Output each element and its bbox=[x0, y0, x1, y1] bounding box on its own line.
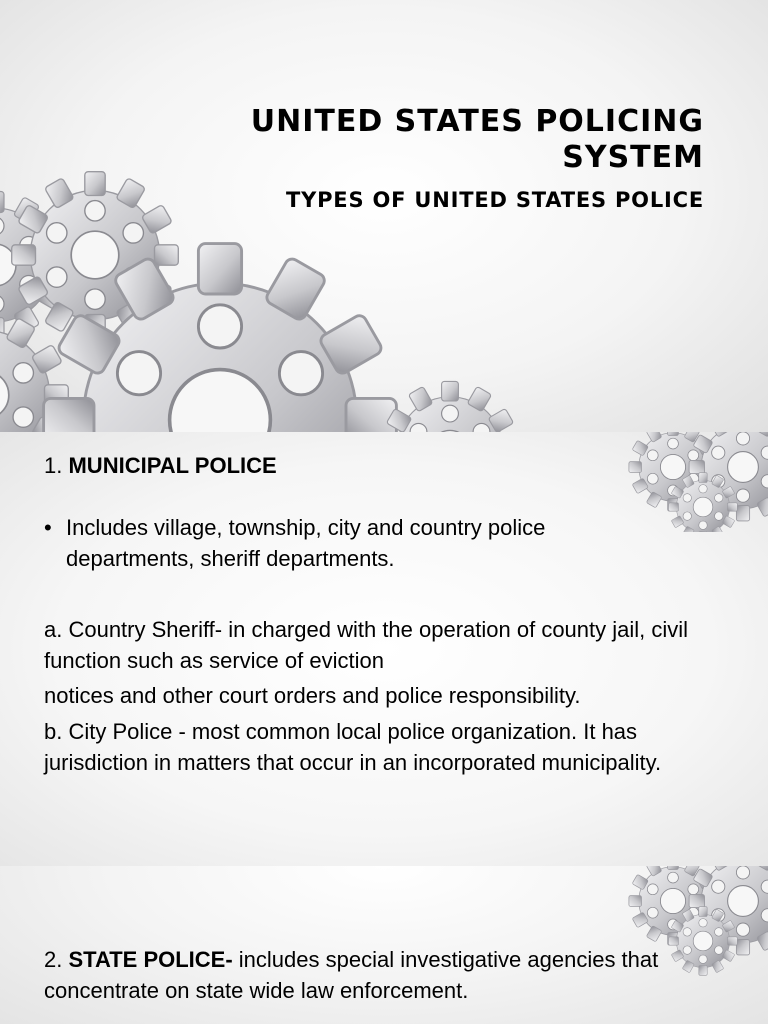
title-slide bbox=[0, 0, 768, 432]
state-police-heading: STATE POLICE- bbox=[68, 947, 233, 972]
section-heading bbox=[44, 450, 277, 481]
paragraph-b: b. City Police - most common local police organization. It has jurisdiction in matters that occur in an incorporated municipality. bbox=[44, 719, 662, 775]
state-police-paragraph bbox=[44, 944, 724, 1006]
heading-number: 1. bbox=[44, 453, 63, 478]
bullet-item bbox=[44, 512, 644, 574]
bullet-icon: • bbox=[44, 515, 52, 540]
paragraph-a-line2: notices and other court orders and police responsibility. bbox=[44, 683, 581, 708]
heading-label: MUNICIPAL POLICE bbox=[68, 453, 277, 478]
paragraph-a-line1: a. Country Sheriff- in charged with the operation of county jail, civil function such as service of eviction bbox=[44, 617, 689, 673]
bullet-text: Includes village, township, city and country police departments, sheriff departments. bbox=[66, 515, 546, 571]
slide-title: UNITED STATES POLICING SYSTEM bbox=[250, 104, 704, 175]
gears-corner-illustration bbox=[628, 432, 768, 532]
state-police-text: includes special investigative agencies that concentrate on state wide law enforcement. bbox=[44, 947, 659, 1003]
item-number: 2. bbox=[44, 947, 63, 972]
municipal-police-slide bbox=[0, 432, 768, 866]
slide-subtitle: TYPES OF UNITED STATES POLICE bbox=[285, 188, 704, 212]
state-police-slide bbox=[0, 866, 768, 1024]
